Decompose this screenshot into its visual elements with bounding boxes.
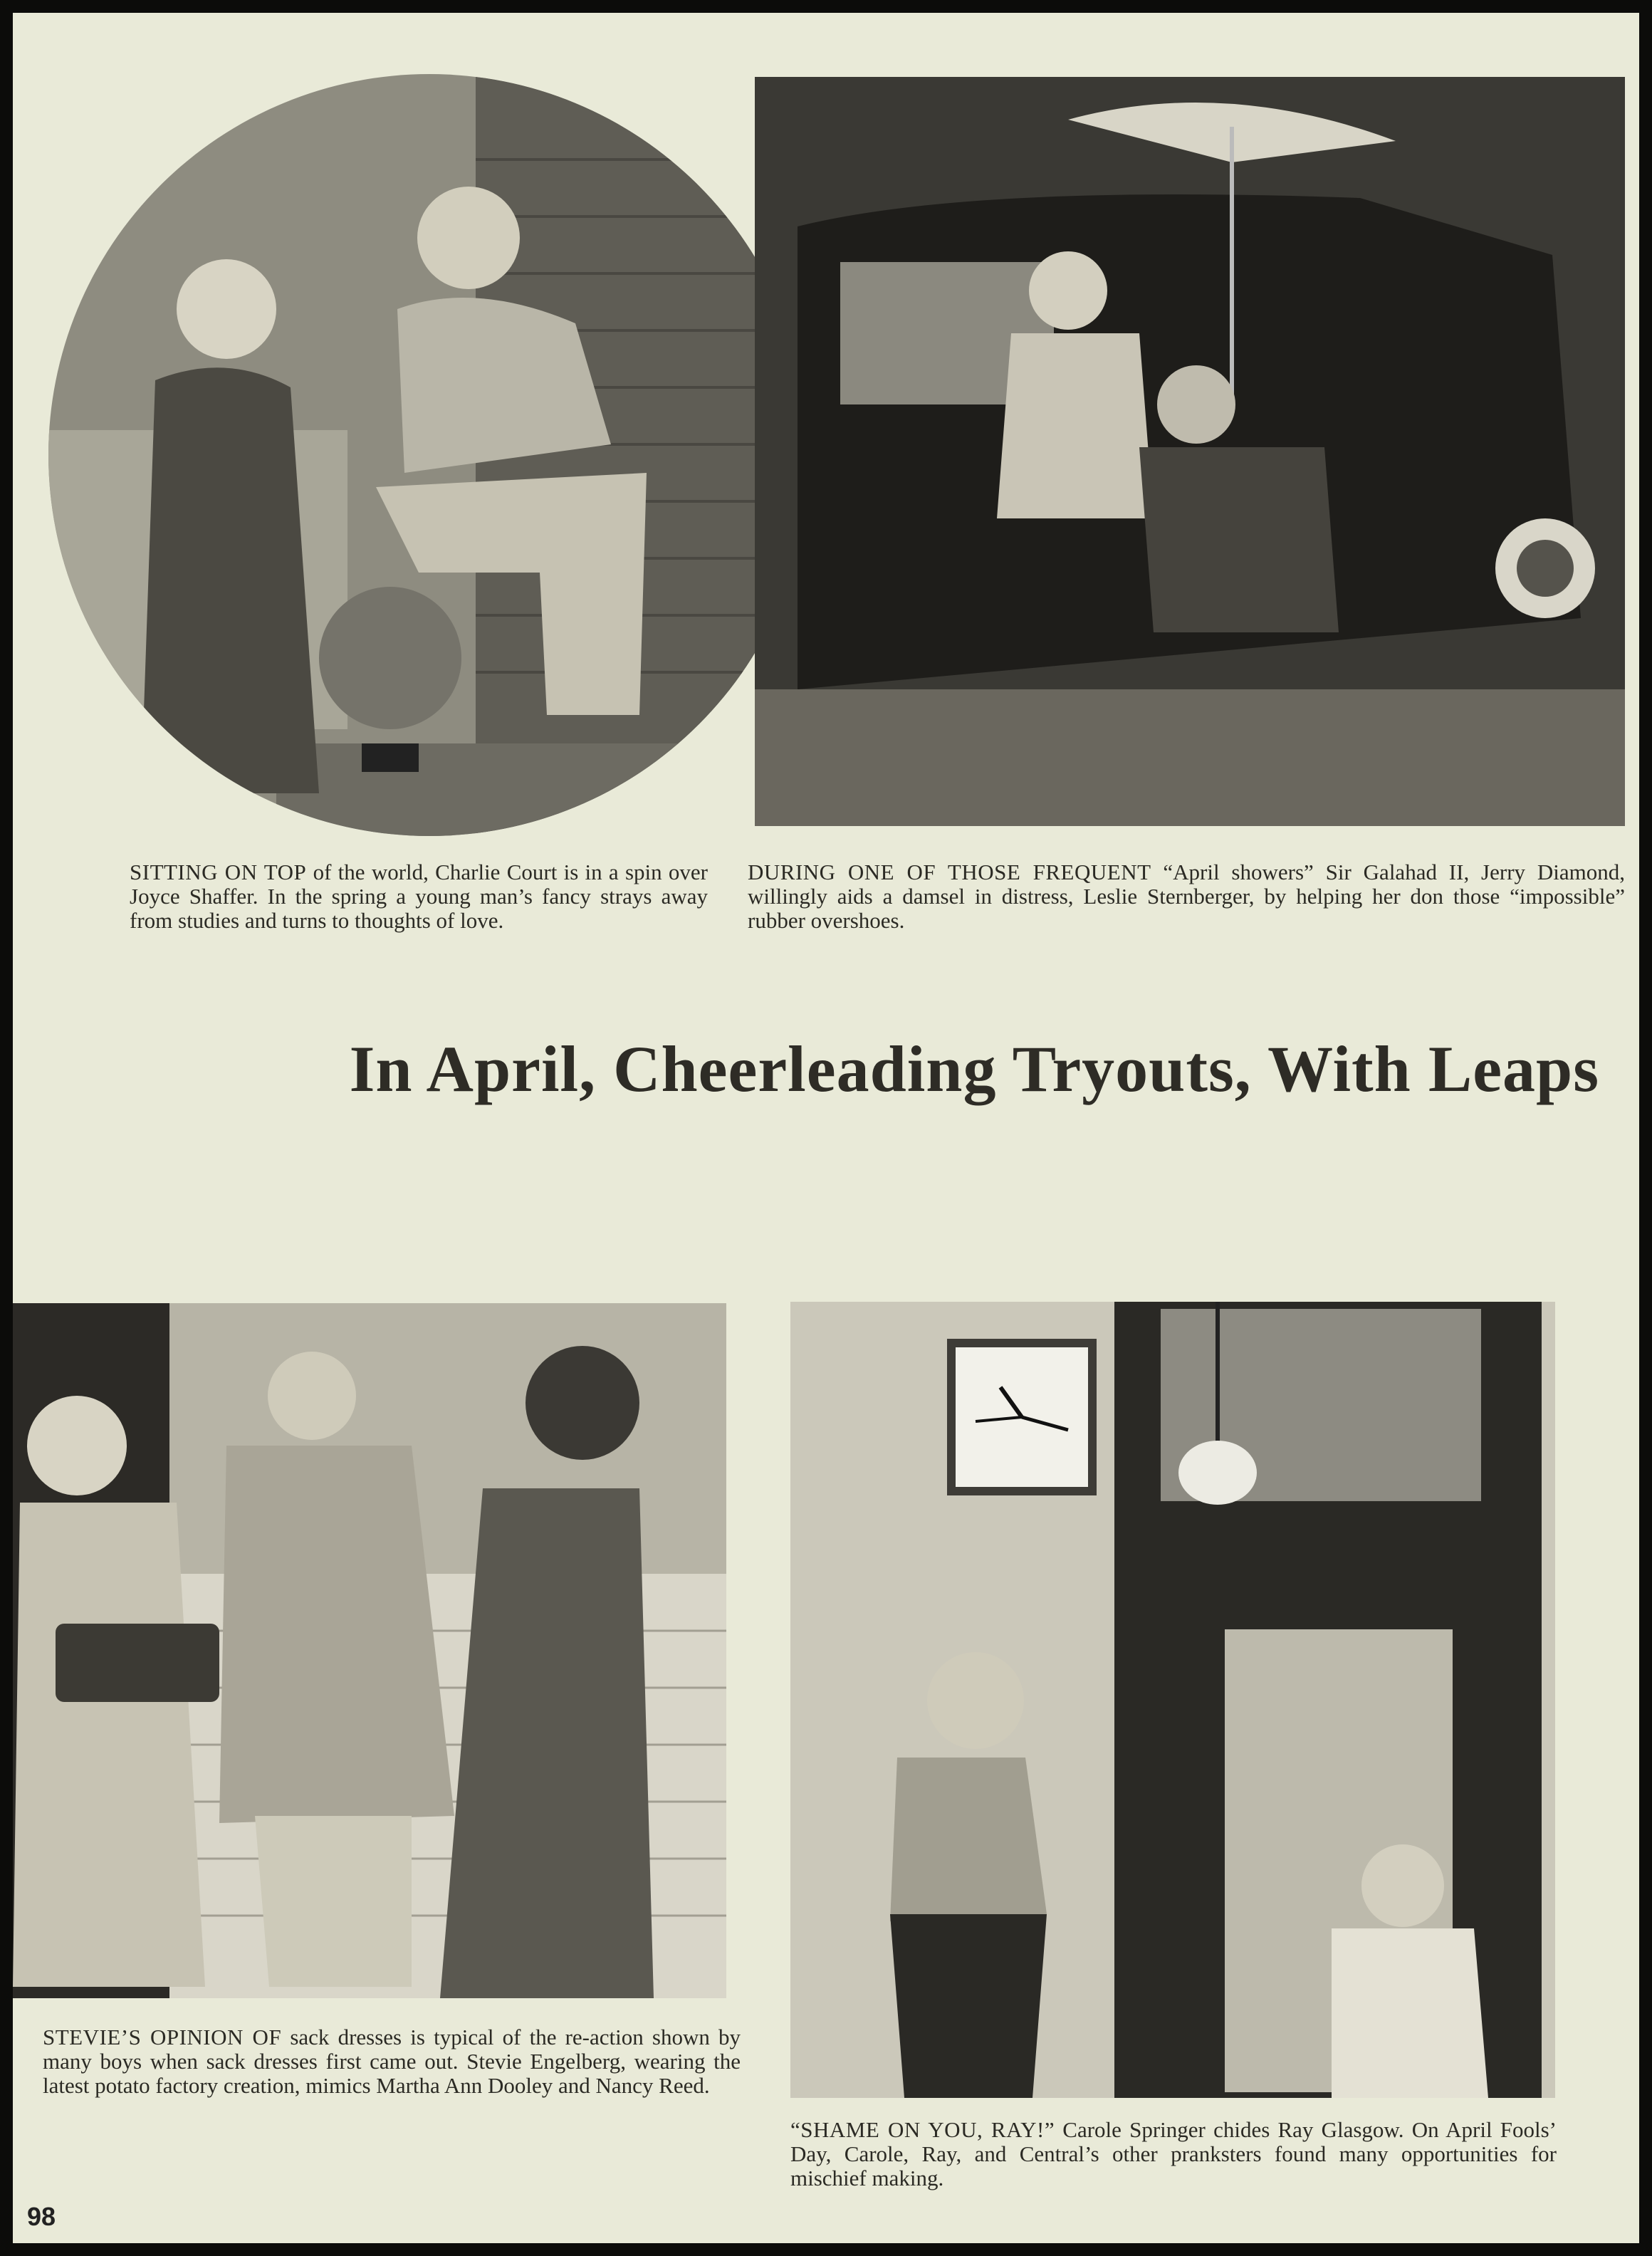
caption-lead: DURING ONE OF THOSE FREQUENT <box>748 860 1151 884</box>
photo-sack-dress-image <box>13 1303 726 1998</box>
photo-globe-couple <box>48 74 810 836</box>
photo-april-fools <box>790 1302 1555 2098</box>
caption-globe-couple <box>130 860 708 933</box>
page-headline: In April, Cheerleading Tryouts, With Leaps <box>349 1033 1599 1105</box>
photo-sack-dress <box>13 1303 726 1998</box>
caption-lead: “SHAME ON YOU, RAY!” <box>790 2117 1055 2142</box>
caption-text: of the world, Charlie Court is in a spin over Joyce Shaffer. In the spring a young man’s fancy strays away from studies and turns to thoughts of love. <box>130 860 708 933</box>
yearbook-page <box>13 13 1639 2243</box>
caption-text: “April showers” Sir Galahad II, Jerry Diamond, willingly aids a damsel in distress, Leslie Sternberger, by helping her don those “impossible” rubber overshoes. <box>748 860 1626 933</box>
photo-rainy-car-image <box>755 77 1625 826</box>
photo-rainy-car <box>755 77 1625 826</box>
caption-april-fools <box>790 2118 1557 2190</box>
page-number: 98 <box>27 2202 56 2231</box>
caption-text: Carole Springer chides Ray Glasgow. On April Fools’ Day, Carole, Ray, and Central’s other pranksters found many opportunities for mischief making. <box>790 2117 1557 2190</box>
caption-lead: STEVIE’S OPINION OF <box>43 2025 282 2049</box>
caption-sack-dress <box>43 2025 741 2098</box>
caption-lead: SITTING ON TOP <box>130 860 307 884</box>
caption-rainy-car <box>748 860 1625 933</box>
photo-april-fools-image <box>790 1302 1555 2098</box>
caption-text: sack dresses is typical of the re-action shown by many boys when sack dresses first came out. Stevie Engelberg, wearing the latest potato factory creation, mimics Martha Ann Dooley and Nancy Reed. <box>43 2025 741 2098</box>
photo-globe-couple-image <box>48 74 810 836</box>
